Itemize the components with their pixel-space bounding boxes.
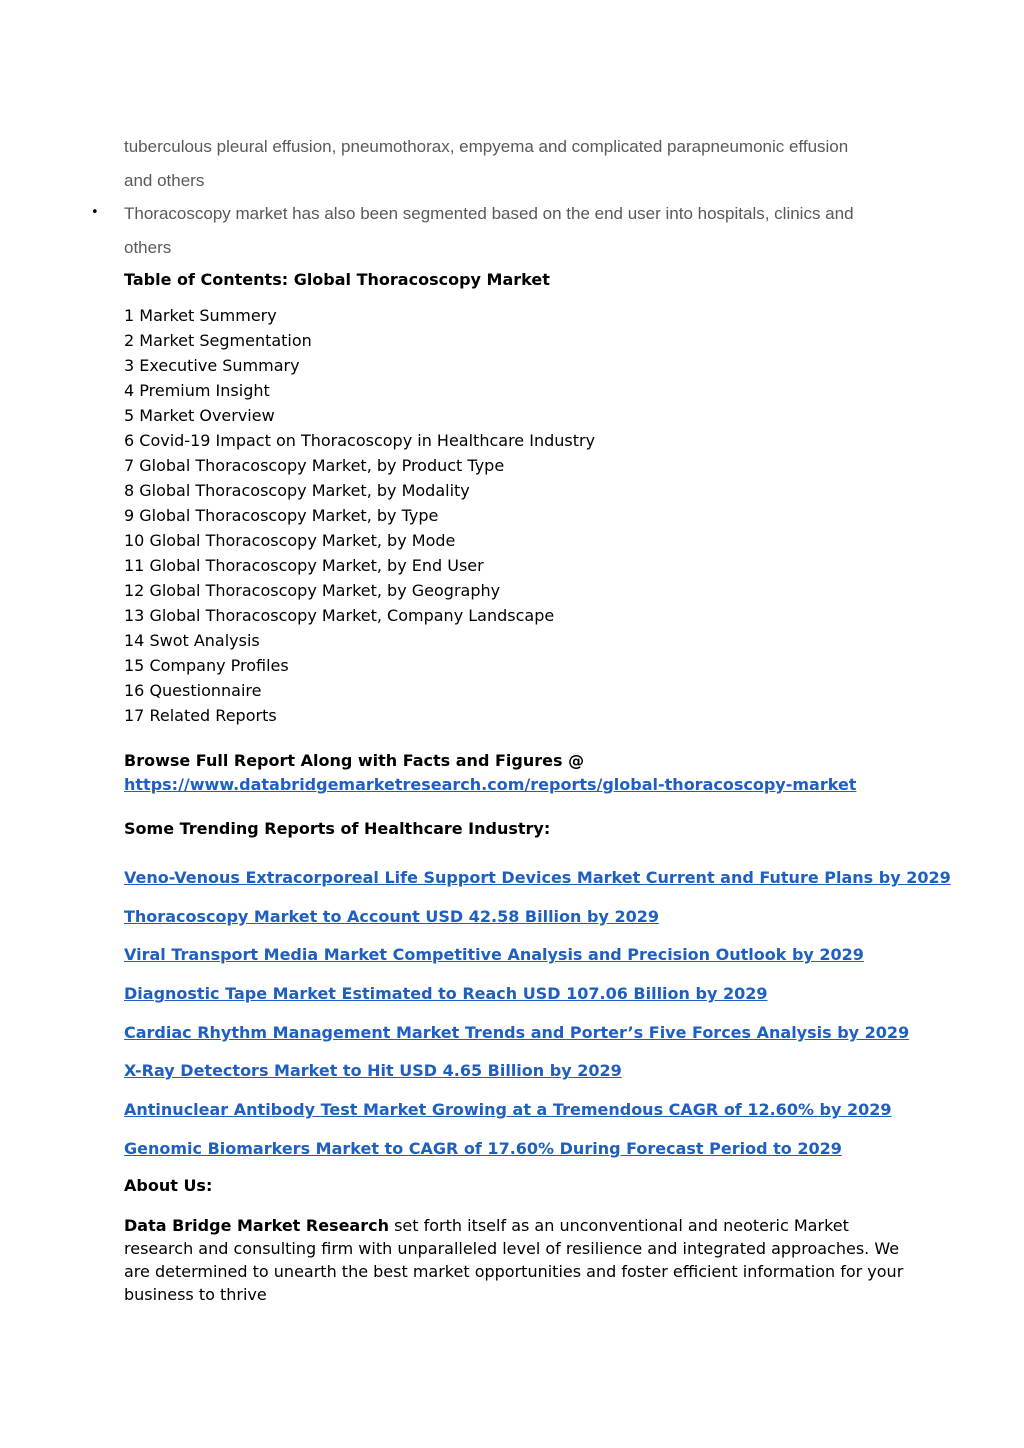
trending-report-link[interactable]: Genomic Biomarkers Market to CAGR of 17.60% During Forecast Period to 2029	[124, 1138, 842, 1158]
toc-item: 9 Global Thoracoscopy Market, by Type	[124, 506, 439, 525]
toc-item: 12 Global Thoracoscopy Market, by Geography	[124, 581, 501, 600]
bullet-line-1: Thoracoscopy market has also been segmented based on the end user into hospitals, clinics and	[124, 204, 854, 223]
toc-title: Table of Contents: Global Thoracoscopy Market	[124, 270, 550, 289]
continuation-line-2: and others	[124, 171, 205, 190]
about-us-title: About Us:	[124, 1176, 213, 1195]
trending-report-link[interactable]: Thoracoscopy Market to Account USD 42.58 Billion by 2029	[124, 906, 659, 926]
list-item	[124, 944, 951, 983]
toc-item: 5 Market Overview	[124, 406, 275, 425]
list-item	[124, 1060, 951, 1099]
trending-reports-list	[124, 867, 951, 1177]
toc-item: 13 Global Thoracoscopy Market, Company Landscape	[124, 606, 555, 625]
bullet-line-2: others	[124, 238, 172, 257]
full-report-link[interactable]: https://www.databridgemarketresearch.com/reports/global-thoracoscopy-market	[124, 775, 857, 794]
toc-item: 4 Premium Insight	[124, 381, 270, 400]
list-item	[124, 1022, 951, 1061]
list-item	[124, 867, 951, 906]
toc-item: 10 Global Thoracoscopy Market, by Mode	[124, 531, 456, 550]
toc-item: 2 Market Segmentation	[124, 331, 312, 350]
company-name: Data Bridge Market Research	[124, 1216, 389, 1235]
trending-report-link[interactable]: Viral Transport Media Market Competitive Analysis and Precision Outlook by 2029	[124, 945, 864, 965]
toc-item: 15 Company Profiles	[124, 656, 289, 675]
continuation-line-1: tuberculous pleural effusion, pneumothorax, empyema and complicated parapneumonic effusion	[124, 137, 849, 156]
toc-item: 1 Market Summery	[124, 306, 277, 325]
trending-report-link[interactable]: Antinuclear Antibody Test Market Growing at a Tremendous CAGR of 12.60% by 2029	[124, 1100, 892, 1120]
about-us-text: set forth itself as an unconventional and neoteric Market research and consulting firm with unparalleled level of resilience and integrated approaches. We are determined to unearth the best market opportunities and foster efficient information for your business to thrive	[124, 1216, 904, 1304]
toc-item: 8 Global Thoracoscopy Market, by Modality	[124, 481, 470, 500]
browse-report-block	[124, 749, 856, 797]
toc-item: 16 Questionnaire	[124, 681, 262, 700]
toc-list	[124, 303, 595, 728]
browse-report-label: Browse Full Report Along with Facts and Figures @	[124, 751, 585, 770]
trending-report-link[interactable]: X-Ray Detectors Market to Hit USD 4.65 Billion by 2029	[124, 1061, 622, 1081]
toc-item: 3 Executive Summary	[124, 356, 300, 375]
bullet-icon: •	[91, 205, 99, 220]
toc-item: 11 Global Thoracoscopy Market, by End User	[124, 556, 484, 575]
about-us-paragraph	[124, 1214, 914, 1306]
list-item	[124, 1138, 951, 1177]
list-item	[124, 1099, 951, 1138]
toc-item: 17 Related Reports	[124, 706, 277, 725]
trending-report-link[interactable]: Cardiac Rhythm Management Market Trends and Porter’s Five Forces Analysis by 2029	[124, 1022, 910, 1042]
toc-item: 6 Covid-19 Impact on Thoracoscopy in Healthcare Industry	[124, 431, 596, 450]
trending-reports-title: Some Trending Reports of Healthcare Industry:	[124, 819, 551, 838]
trending-report-link[interactable]: Diagnostic Tape Market Estimated to Reach USD 107.06 Billion by 2029	[124, 984, 768, 1004]
trending-report-link[interactable]: Veno-Venous Extracorporeal Life Support Devices Market Current and Future Plans by 2029	[124, 868, 951, 887]
toc-item: 14 Swot Analysis	[124, 631, 260, 650]
list-item	[124, 983, 951, 1022]
toc-item: 7 Global Thoracoscopy Market, by Product Type	[124, 456, 505, 475]
list-item	[124, 906, 951, 945]
